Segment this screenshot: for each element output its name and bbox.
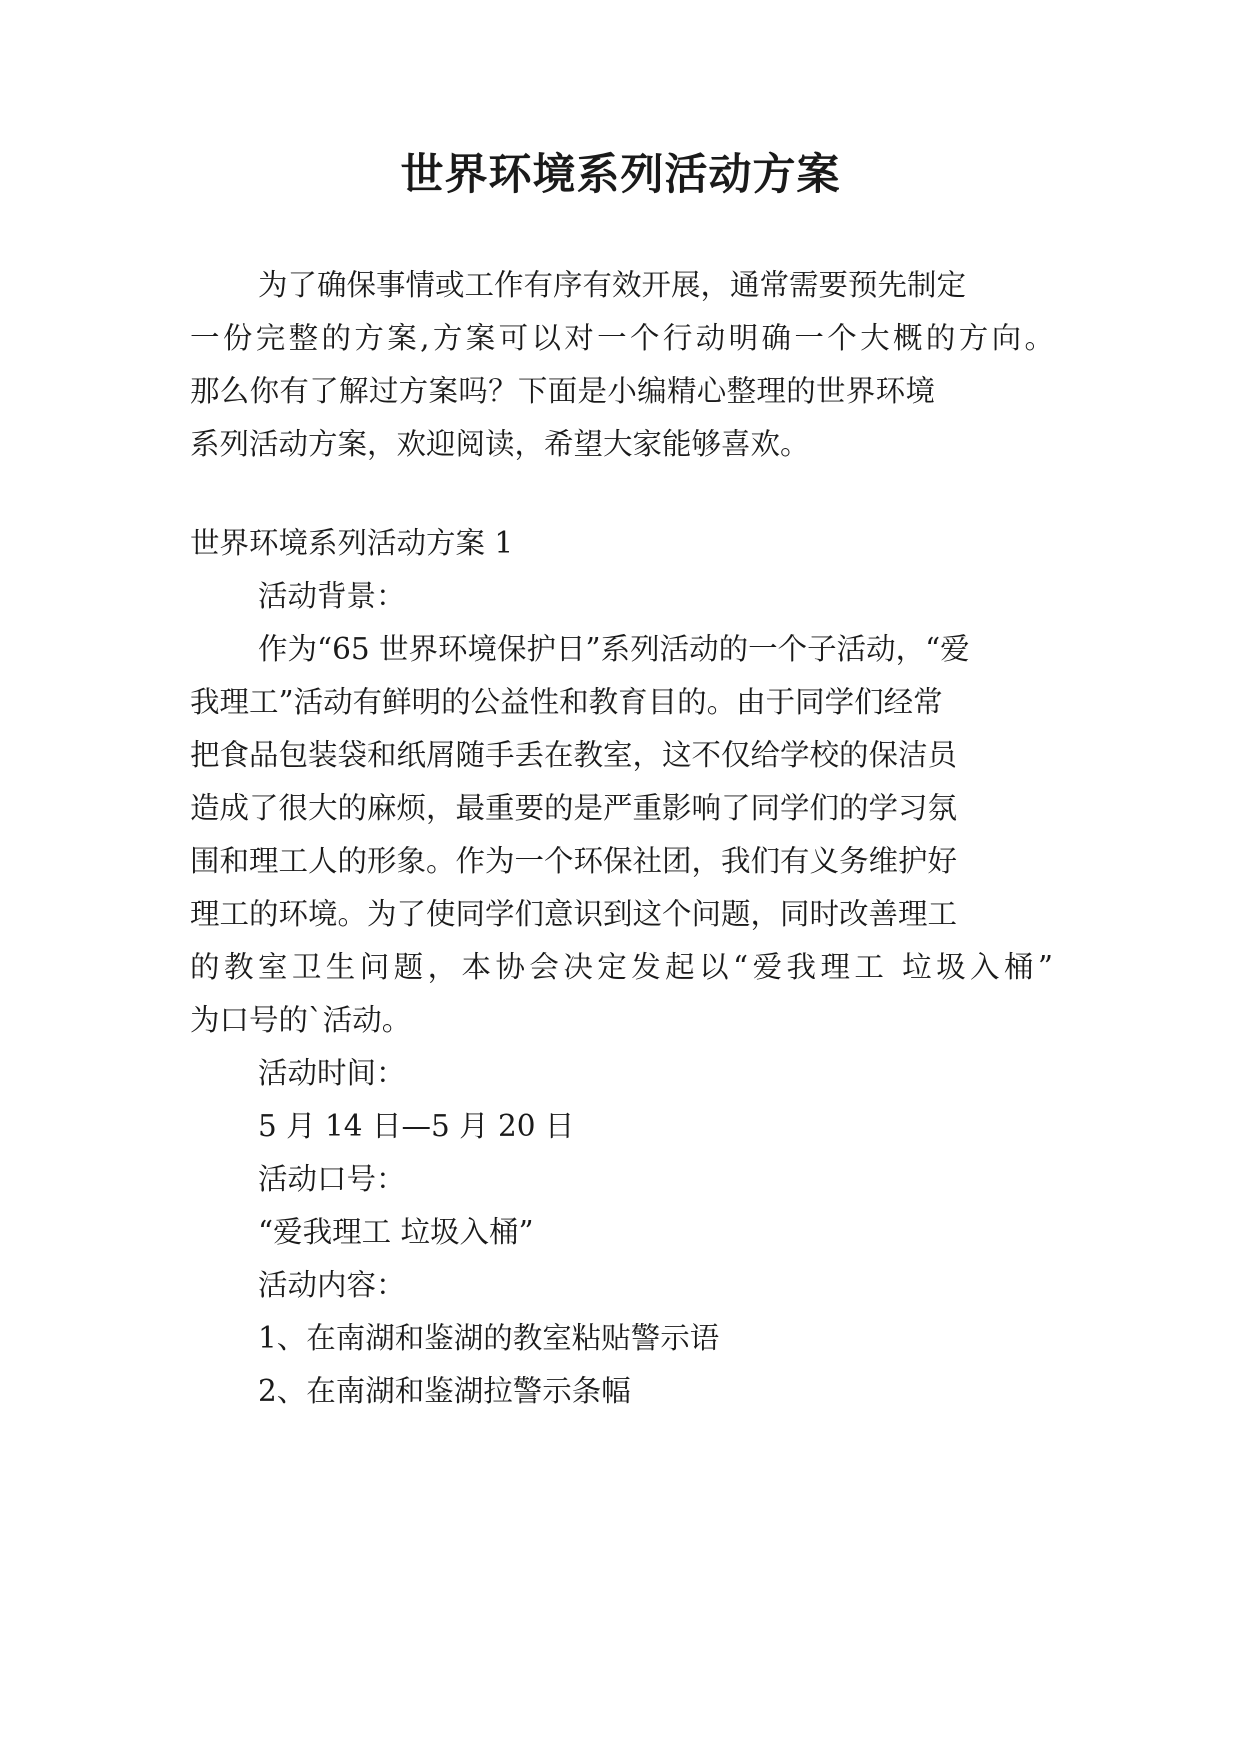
background-line-4: 造成了很大的麻烦，最重要的是严重影响了同学们的学习氛 [190, 791, 958, 825]
background-label: 活动背景： [258, 579, 406, 613]
intro-line-3: 那么你有了解过方案吗？下面是小编精心整理的世界环境 [190, 374, 935, 408]
intro-line-2: 一份完整的方案,方案可以对一个行动明确一个大概的方向。 [190, 321, 1054, 355]
document-title: 世界环境系列活动方案 [400, 150, 841, 200]
content-item-2: 2、在南湖和鉴湖拉警示条幅 [258, 1374, 631, 1408]
background-line-3: 把食品包装袋和纸屑随手丢在教室，这不仅给学校的保洁员 [190, 738, 958, 772]
slogan-label: 活动口号： [258, 1162, 406, 1196]
slogan-value: “爱我理工 垃圾入桶” [258, 1215, 534, 1249]
background-line-5: 围和理工人的形象。作为一个环保社团，我们有义务维护好 [190, 844, 958, 878]
background-line-7: 的教室卫生问题，本协会决定发起以“爱我理工 垃圾入桶” [190, 950, 1053, 984]
intro-line-4: 系列活动方案，欢迎阅读，希望大家能够喜欢。 [190, 427, 810, 461]
background-line-2: 我理工”活动有鲜明的公益性和教育目的。由于同学们经常 [190, 685, 943, 719]
content-label: 活动内容： [258, 1268, 406, 1302]
background-line-8: 为口号的`活动。 [190, 1003, 412, 1037]
content-item-1: 1、在南湖和鉴湖的教室粘贴警示语 [258, 1321, 720, 1355]
section-heading: 世界环境系列活动方案 1 [190, 526, 514, 560]
background-line-1: 作为“65 世界环境保护日”系列活动的一个子活动，“爱 [258, 632, 970, 666]
time-value: 5 月 14 日—5 月 20 日 [258, 1109, 575, 1143]
time-label: 活动时间： [258, 1056, 406, 1090]
background-line-6: 理工的环境。为了使同学们意识到这个问题，同时改善理工 [190, 897, 958, 931]
intro-line-1: 为了确保事情或工作有序有效开展，通常需要预先制定 [258, 268, 967, 302]
